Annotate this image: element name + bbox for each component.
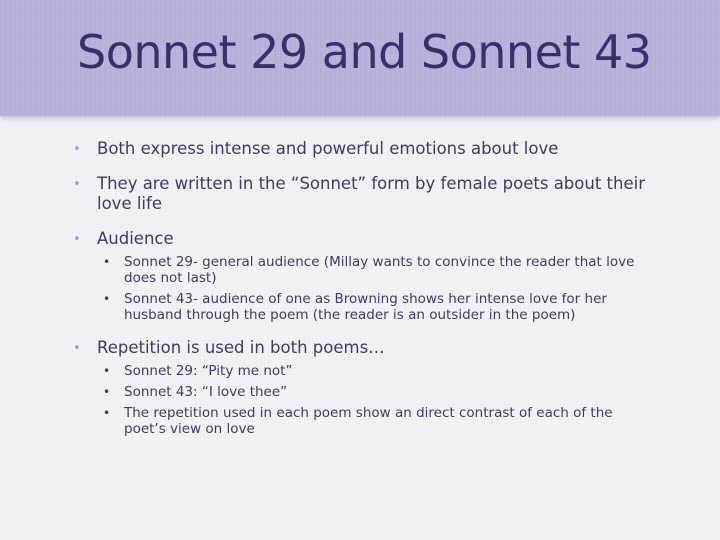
bullet-list <box>72 139 652 452</box>
bullet-dot-icon: • <box>73 142 81 157</box>
bullet-item <box>72 338 652 358</box>
sub-bullet-item <box>97 291 652 323</box>
sub-bullet-text: The repetition used in each poem show an direct contrast of each of the poet’s view on love <box>124 405 613 437</box>
sub-bullet-dot-icon: • <box>103 255 111 269</box>
sub-bullet-list <box>72 363 652 437</box>
sub-bullet-text: Sonnet 29- general audience (Millay wants to convince the reader that love does not last) <box>124 254 635 286</box>
bullet-item <box>72 174 652 214</box>
title-band <box>0 0 720 116</box>
bullet-dot-icon: • <box>73 341 81 356</box>
bullet-dot-icon: • <box>73 232 81 247</box>
sub-bullet-text: Sonnet 29: “Pity me not” <box>124 363 293 379</box>
sub-bullet-dot-icon: • <box>103 406 111 420</box>
sub-bullet-item <box>97 405 652 437</box>
sub-bullet-dot-icon: • <box>103 292 111 306</box>
slide-title: Sonnet 29 and Sonnet 43 <box>77 25 652 79</box>
bullet-dot-icon: • <box>73 177 81 192</box>
bullet-text: They are written in the “Sonnet” form by female poets about their love life <box>97 174 645 213</box>
sub-bullet-item <box>97 254 652 286</box>
sub-bullet-text: Sonnet 43- audience of one as Browning shows her intense love for her husband through the poem (the reader is an outsider in the poem) <box>124 291 607 323</box>
bullet-item <box>72 229 652 249</box>
sub-bullet-list <box>72 254 652 323</box>
sub-bullet-text: Sonnet 43: “I love thee” <box>124 384 288 400</box>
sub-bullet-dot-icon: • <box>103 364 111 378</box>
bullet-text: Repetition is used in both poems… <box>97 338 385 357</box>
sub-bullet-item <box>97 363 652 379</box>
sub-bullet-item <box>97 384 652 400</box>
bullet-text: Audience <box>97 229 174 248</box>
bullet-text: Both express intense and powerful emotions about love <box>97 139 559 158</box>
sub-bullet-dot-icon: • <box>103 385 111 399</box>
bullet-item <box>72 139 652 159</box>
